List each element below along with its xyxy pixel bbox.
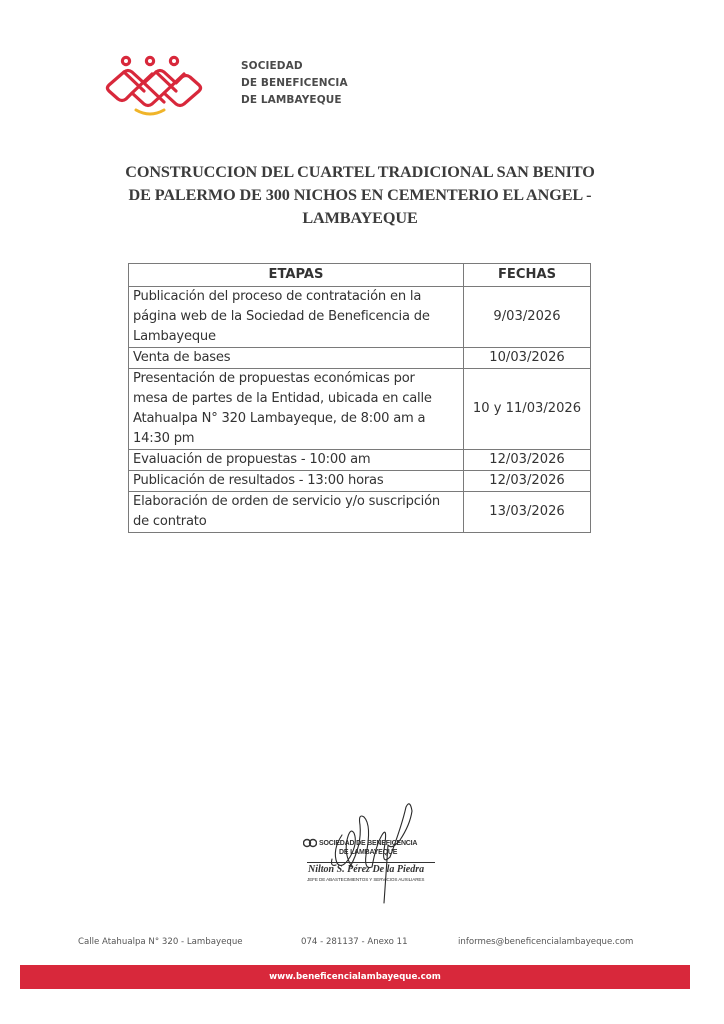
stamp-org-line1: SOCIEDAD DE BENEFICENCIA xyxy=(319,840,418,847)
column-header-fechas: FECHAS xyxy=(464,264,591,287)
table-row xyxy=(129,287,591,348)
stage-line: Atahualpa N° 320 Lambayeque, de 8:00 am a xyxy=(133,411,426,426)
date-cell: 13/03/2026 xyxy=(464,492,591,533)
title-line: CONSTRUCCION DEL CUARTEL TRADICIONAL SAN BENITO xyxy=(125,163,595,181)
footer-email[interactable]: informes@beneficencialambayeque.com xyxy=(458,937,634,947)
stage-line: Publicación de resultados - 13:00 horas xyxy=(133,473,384,488)
date-cell: 12/03/2026 xyxy=(464,450,591,471)
stage-line: Presentación de propuestas económicas por xyxy=(133,371,415,386)
footer-band xyxy=(20,965,690,989)
column-header-etapas: ETAPAS xyxy=(129,264,464,287)
stage-line: página web de la Sociedad de Beneficencia de xyxy=(133,309,430,324)
stage-line: Lambayeque xyxy=(133,329,216,344)
org-name-line: DE LAMBAYEQUE xyxy=(241,94,342,106)
footer-website-link[interactable]: www.beneficencialambayeque.com xyxy=(269,972,441,982)
date-cell: 12/03/2026 xyxy=(464,471,591,492)
stage-cell xyxy=(129,471,464,492)
table-row xyxy=(129,450,591,471)
date-cell: 9/03/2026 xyxy=(464,287,591,348)
organization-name xyxy=(241,58,348,109)
table-row xyxy=(129,369,591,450)
table-header-row xyxy=(129,264,591,287)
stage-cell xyxy=(129,492,464,533)
schedule-table xyxy=(128,263,591,533)
stamp-org-line2: DE LAMBAYEQUE xyxy=(339,849,398,856)
org-name-line: DE BENEFICENCIA xyxy=(241,77,348,89)
table-row xyxy=(129,471,591,492)
stage-line: mesa de partes de la Entidad, ubicada en calle xyxy=(133,391,432,406)
stage-cell xyxy=(129,369,464,450)
table-row xyxy=(129,492,591,533)
date-cell: 10 y 11/03/2026 xyxy=(464,369,591,450)
stage-cell xyxy=(129,348,464,369)
stage-line: Publicación del proceso de contratación en la xyxy=(133,289,422,304)
stage-line: Venta de bases xyxy=(133,350,231,365)
signature-block xyxy=(292,795,452,905)
signer-role: JEFE DE ABASTECIMIENTOS Y SERVICIOS AUXILIARES xyxy=(307,877,425,882)
document-title xyxy=(110,161,610,230)
org-name-line: SOCIEDAD xyxy=(241,60,303,72)
signer-name: Nilton S. Pérez De la Piedra xyxy=(308,864,425,875)
stage-line: Elaboración de orden de servicio y/o suscripción xyxy=(133,494,441,509)
beneficencia-logo-icon xyxy=(104,52,204,118)
stage-line: 14:30 pm xyxy=(133,431,195,446)
title-line: DE PALERMO DE 300 NICHOS EN CEMENTERIO EL ANGEL - xyxy=(128,186,592,204)
stage-line: de contrato xyxy=(133,514,207,529)
footer-phone: 074 - 281137 - Anexo 11 xyxy=(301,937,408,947)
stage-cell xyxy=(129,450,464,471)
date-cell: 10/03/2026 xyxy=(464,348,591,369)
handwritten-signature-icon xyxy=(292,795,452,905)
footer-address: Calle Atahualpa N° 320 - Lambayeque xyxy=(78,937,243,947)
title-line: LAMBAYEQUE xyxy=(302,209,418,227)
table-row xyxy=(129,348,591,369)
stage-cell xyxy=(129,287,464,348)
stage-line: Evaluación de propuestas - 10:00 am xyxy=(133,452,371,467)
